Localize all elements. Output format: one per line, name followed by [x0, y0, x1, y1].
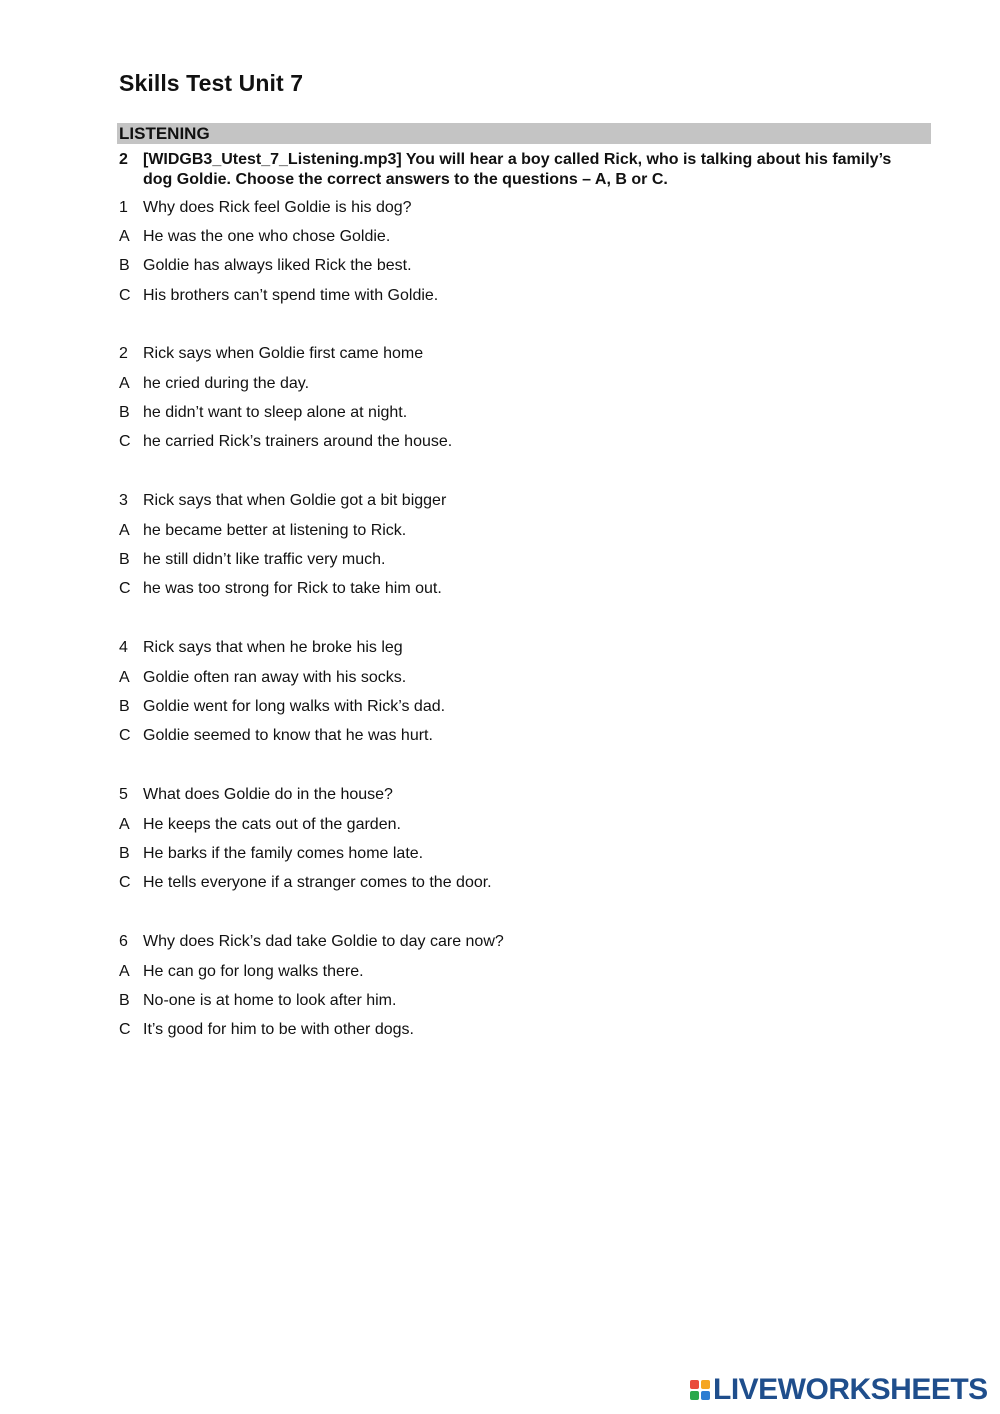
question-number: 3 — [119, 492, 128, 509]
option-6c[interactable] — [119, 1020, 414, 1040]
instruction — [119, 150, 909, 189]
option-label: C — [119, 727, 131, 744]
option-label: A — [119, 522, 130, 539]
question-number: 2 — [119, 345, 128, 362]
option-3a[interactable] — [119, 521, 406, 541]
option-4c[interactable] — [119, 726, 433, 746]
option-label: B — [119, 257, 130, 274]
option-4b[interactable] — [119, 697, 445, 717]
option-label: B — [119, 404, 130, 421]
option-label: A — [119, 669, 130, 686]
option-label: C — [119, 580, 131, 597]
question-6 — [119, 932, 504, 952]
option-1a[interactable] — [119, 227, 390, 247]
option-2b[interactable] — [119, 403, 407, 423]
page-title: Skills Test Unit 7 — [119, 70, 304, 96]
option-text: Goldie has always liked Rick the best. — [143, 257, 412, 274]
logo-square-orange — [701, 1380, 710, 1389]
question-number: 1 — [119, 199, 128, 216]
logo-text: LIVEWORKSHEETS — [713, 1373, 988, 1406]
option-label: A — [119, 963, 130, 980]
question-text: What does Goldie do in the house? — [143, 786, 393, 803]
question-number: 5 — [119, 786, 128, 803]
option-5a[interactable] — [119, 815, 401, 835]
option-text: Goldie seemed to know that he was hurt. — [143, 727, 433, 744]
liveworksheets-logo-icon — [690, 1380, 710, 1400]
option-label: A — [119, 228, 130, 245]
option-text: he still didn’t like traffic very much. — [143, 551, 386, 568]
option-label: C — [119, 287, 131, 304]
option-text: He barks if the family comes home late. — [143, 845, 424, 862]
option-3c[interactable] — [119, 579, 442, 599]
logo-square-red — [690, 1380, 699, 1389]
option-label: B — [119, 992, 130, 1009]
option-2a[interactable] — [119, 374, 309, 394]
option-label: C — [119, 433, 131, 450]
question-3 — [119, 491, 446, 511]
option-text: Goldie went for long walks with Rick’s dad. — [143, 698, 446, 715]
option-text: he cried during the day. — [143, 375, 310, 392]
instruction-text: [WIDGB3_Utest_7_Listening.mp3] You will hear a boy called Rick, who is talking about his family’s dog Goldie. Choose the correct answers to the questions – A, B or C. — [143, 151, 892, 188]
question-text: Why does Rick’s dad take Goldie to day care now? — [143, 933, 504, 950]
option-3b[interactable] — [119, 550, 385, 570]
option-text: He can go for long walks there. — [143, 963, 364, 980]
option-text: It’s good for him to be with other dogs. — [143, 1021, 414, 1038]
option-text: He keeps the cats out of the garden. — [143, 816, 401, 833]
option-text: No-one is at home to look after him. — [143, 992, 397, 1009]
section-bar — [117, 123, 931, 144]
liveworksheets-logo[interactable] — [690, 1374, 988, 1406]
option-label: A — [119, 375, 130, 392]
option-label: C — [119, 1021, 131, 1038]
question-1 — [119, 198, 412, 218]
instruction-number: 2 — [119, 151, 128, 168]
option-1c[interactable] — [119, 286, 438, 306]
section-title: LISTENING — [119, 124, 210, 143]
question-text: Rick says when Goldie first came home — [143, 345, 424, 362]
question-2 — [119, 344, 423, 364]
logo-square-blue — [701, 1391, 710, 1400]
option-text: he became better at listening to Rick. — [143, 522, 407, 539]
option-text: he carried Rick’s trainers around the house. — [143, 433, 453, 450]
question-4 — [119, 638, 403, 658]
option-label: C — [119, 874, 131, 891]
option-5b[interactable] — [119, 844, 423, 864]
option-4a[interactable] — [119, 668, 406, 688]
option-1b[interactable] — [119, 256, 412, 276]
option-text: he didn’t want to sleep alone at night. — [143, 404, 408, 421]
option-text: Goldie often ran away with his socks. — [143, 669, 407, 686]
option-label: B — [119, 845, 130, 862]
question-text: Rick says that when he broke his leg — [143, 639, 403, 656]
question-number: 6 — [119, 933, 128, 950]
question-number: 4 — [119, 639, 128, 656]
logo-square-green — [690, 1391, 699, 1400]
option-5c[interactable] — [119, 873, 492, 893]
option-label: B — [119, 698, 130, 715]
option-2c[interactable] — [119, 432, 452, 452]
option-text: He tells everyone if a stranger comes to the door. — [143, 874, 492, 891]
question-text: Why does Rick feel Goldie is his dog? — [143, 199, 412, 216]
option-text: he was too strong for Rick to take him out. — [143, 580, 442, 597]
option-6b[interactable] — [119, 991, 396, 1011]
option-text: He was the one who chose Goldie. — [143, 228, 391, 245]
option-label: B — [119, 551, 130, 568]
option-text: His brothers can’t spend time with Goldie. — [143, 287, 439, 304]
question-5 — [119, 785, 393, 805]
question-text: Rick says that when Goldie got a bit bigger — [143, 492, 447, 509]
option-6a[interactable] — [119, 962, 364, 982]
option-label: A — [119, 816, 130, 833]
